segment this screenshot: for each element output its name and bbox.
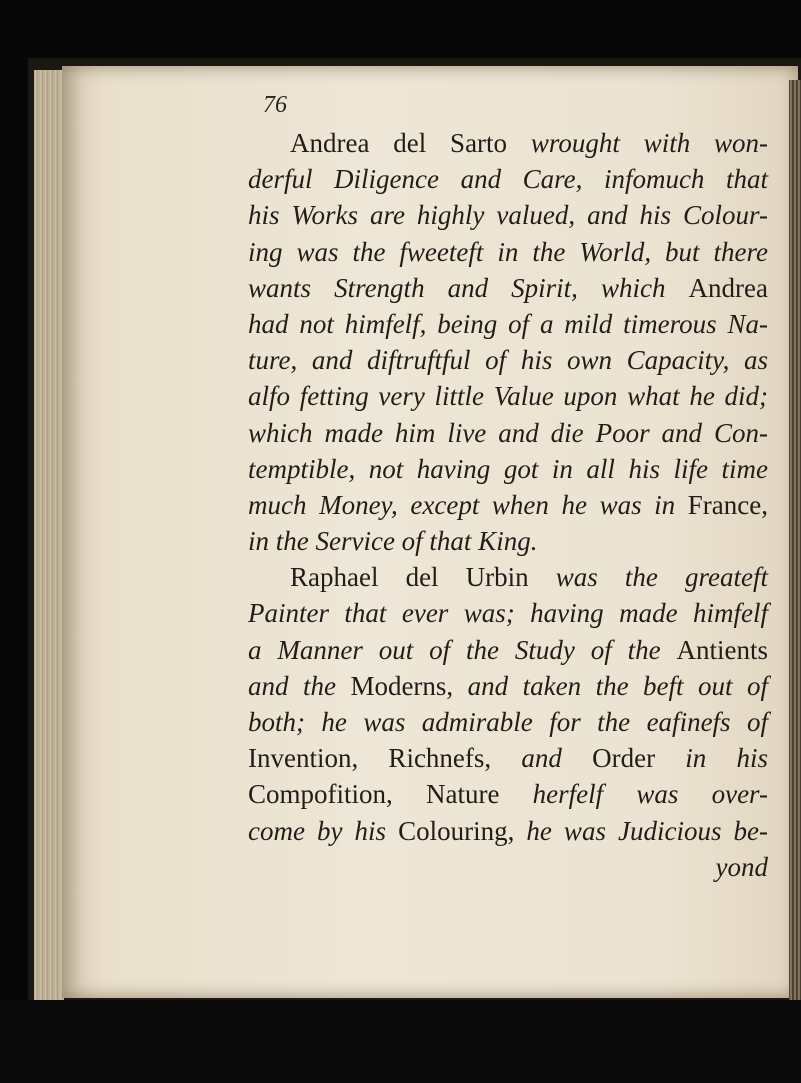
text-segment: and taken the beft out of — [467, 670, 768, 701]
text-segment: Invention, Richnefs, — [248, 743, 522, 774]
text-segment: wants Strength and Spirit, which — [248, 272, 689, 303]
text-line — [248, 740, 768, 776]
text-segment: temptible, not having got in all his life time — [248, 453, 768, 484]
body-text — [248, 125, 768, 885]
text-segment: much Money, except when he was in — [248, 489, 688, 520]
text-segment: ing was the fweeteft in the World, but there — [248, 236, 768, 267]
text-segment: which made him live and die Poor and Con- — [248, 417, 768, 448]
text-segment: both; he was admirable for the eafinefs of — [248, 707, 768, 737]
text-segment: Order — [592, 743, 686, 774]
text-segment: had not himfelf, being of a mild timerous Na- — [248, 308, 768, 339]
text-segment: a Manner out of the Study of the — [248, 634, 677, 665]
text-segment: and the — [248, 670, 351, 701]
text-segment: Painter that ever was; having made himfelf — [248, 598, 768, 629]
text-line — [248, 234, 768, 270]
text-line — [248, 415, 768, 451]
text-segment: Andrea del Sarto — [290, 128, 531, 158]
text-line — [248, 487, 768, 523]
text-line — [248, 306, 768, 342]
text-segment: Antients — [676, 634, 768, 665]
text-segment: derful Diligence and Care, infomuch that — [248, 164, 768, 195]
text-segment: was the greateft — [555, 562, 768, 593]
text-line — [248, 813, 768, 849]
text-line — [248, 125, 768, 161]
dark-background — [0, 1000, 801, 1083]
text-segment: wrought with won- — [530, 128, 768, 158]
page-edges — [34, 70, 64, 1000]
right-page-edge — [789, 80, 801, 1000]
text-line — [248, 668, 768, 704]
text-segment: alfo fetting very little Value upon what he did; — [248, 381, 768, 412]
page-number: 76 — [263, 92, 287, 118]
text-line — [248, 559, 768, 595]
text-segment: ture, and diftruftful of his own Capacity, as — [248, 345, 768, 376]
text-segment: in his — [685, 743, 769, 774]
text-segment: in the Service of that King. — [248, 526, 538, 557]
text-segment: Andrea — [688, 272, 768, 303]
text-segment: and — [521, 743, 593, 774]
text-segment: Colouring, — [398, 815, 527, 846]
text-line — [248, 451, 768, 487]
text-segment: herfelf was over- — [532, 779, 769, 810]
text-line — [248, 632, 768, 668]
text-line — [248, 595, 768, 631]
text-segment: yond — [715, 851, 768, 882]
text-line — [248, 523, 768, 559]
text-segment: Raphael del Urbin — [290, 562, 556, 593]
text-segment: his Works are highly valued, and his Colour- — [248, 200, 768, 231]
text-line — [248, 270, 768, 306]
text-line — [248, 378, 768, 414]
text-line — [248, 849, 768, 885]
text-segment: come by his — [248, 815, 399, 846]
text-line — [248, 161, 768, 197]
text-line — [248, 197, 768, 233]
text-segment: France, — [687, 489, 768, 520]
text-segment: Moderns, — [350, 670, 468, 701]
text-segment: he was Judicious be- — [526, 815, 768, 846]
text-line — [248, 342, 768, 378]
text-segment: Compofition, Nature — [248, 779, 533, 810]
text-line — [248, 704, 768, 740]
text-line — [248, 776, 768, 812]
